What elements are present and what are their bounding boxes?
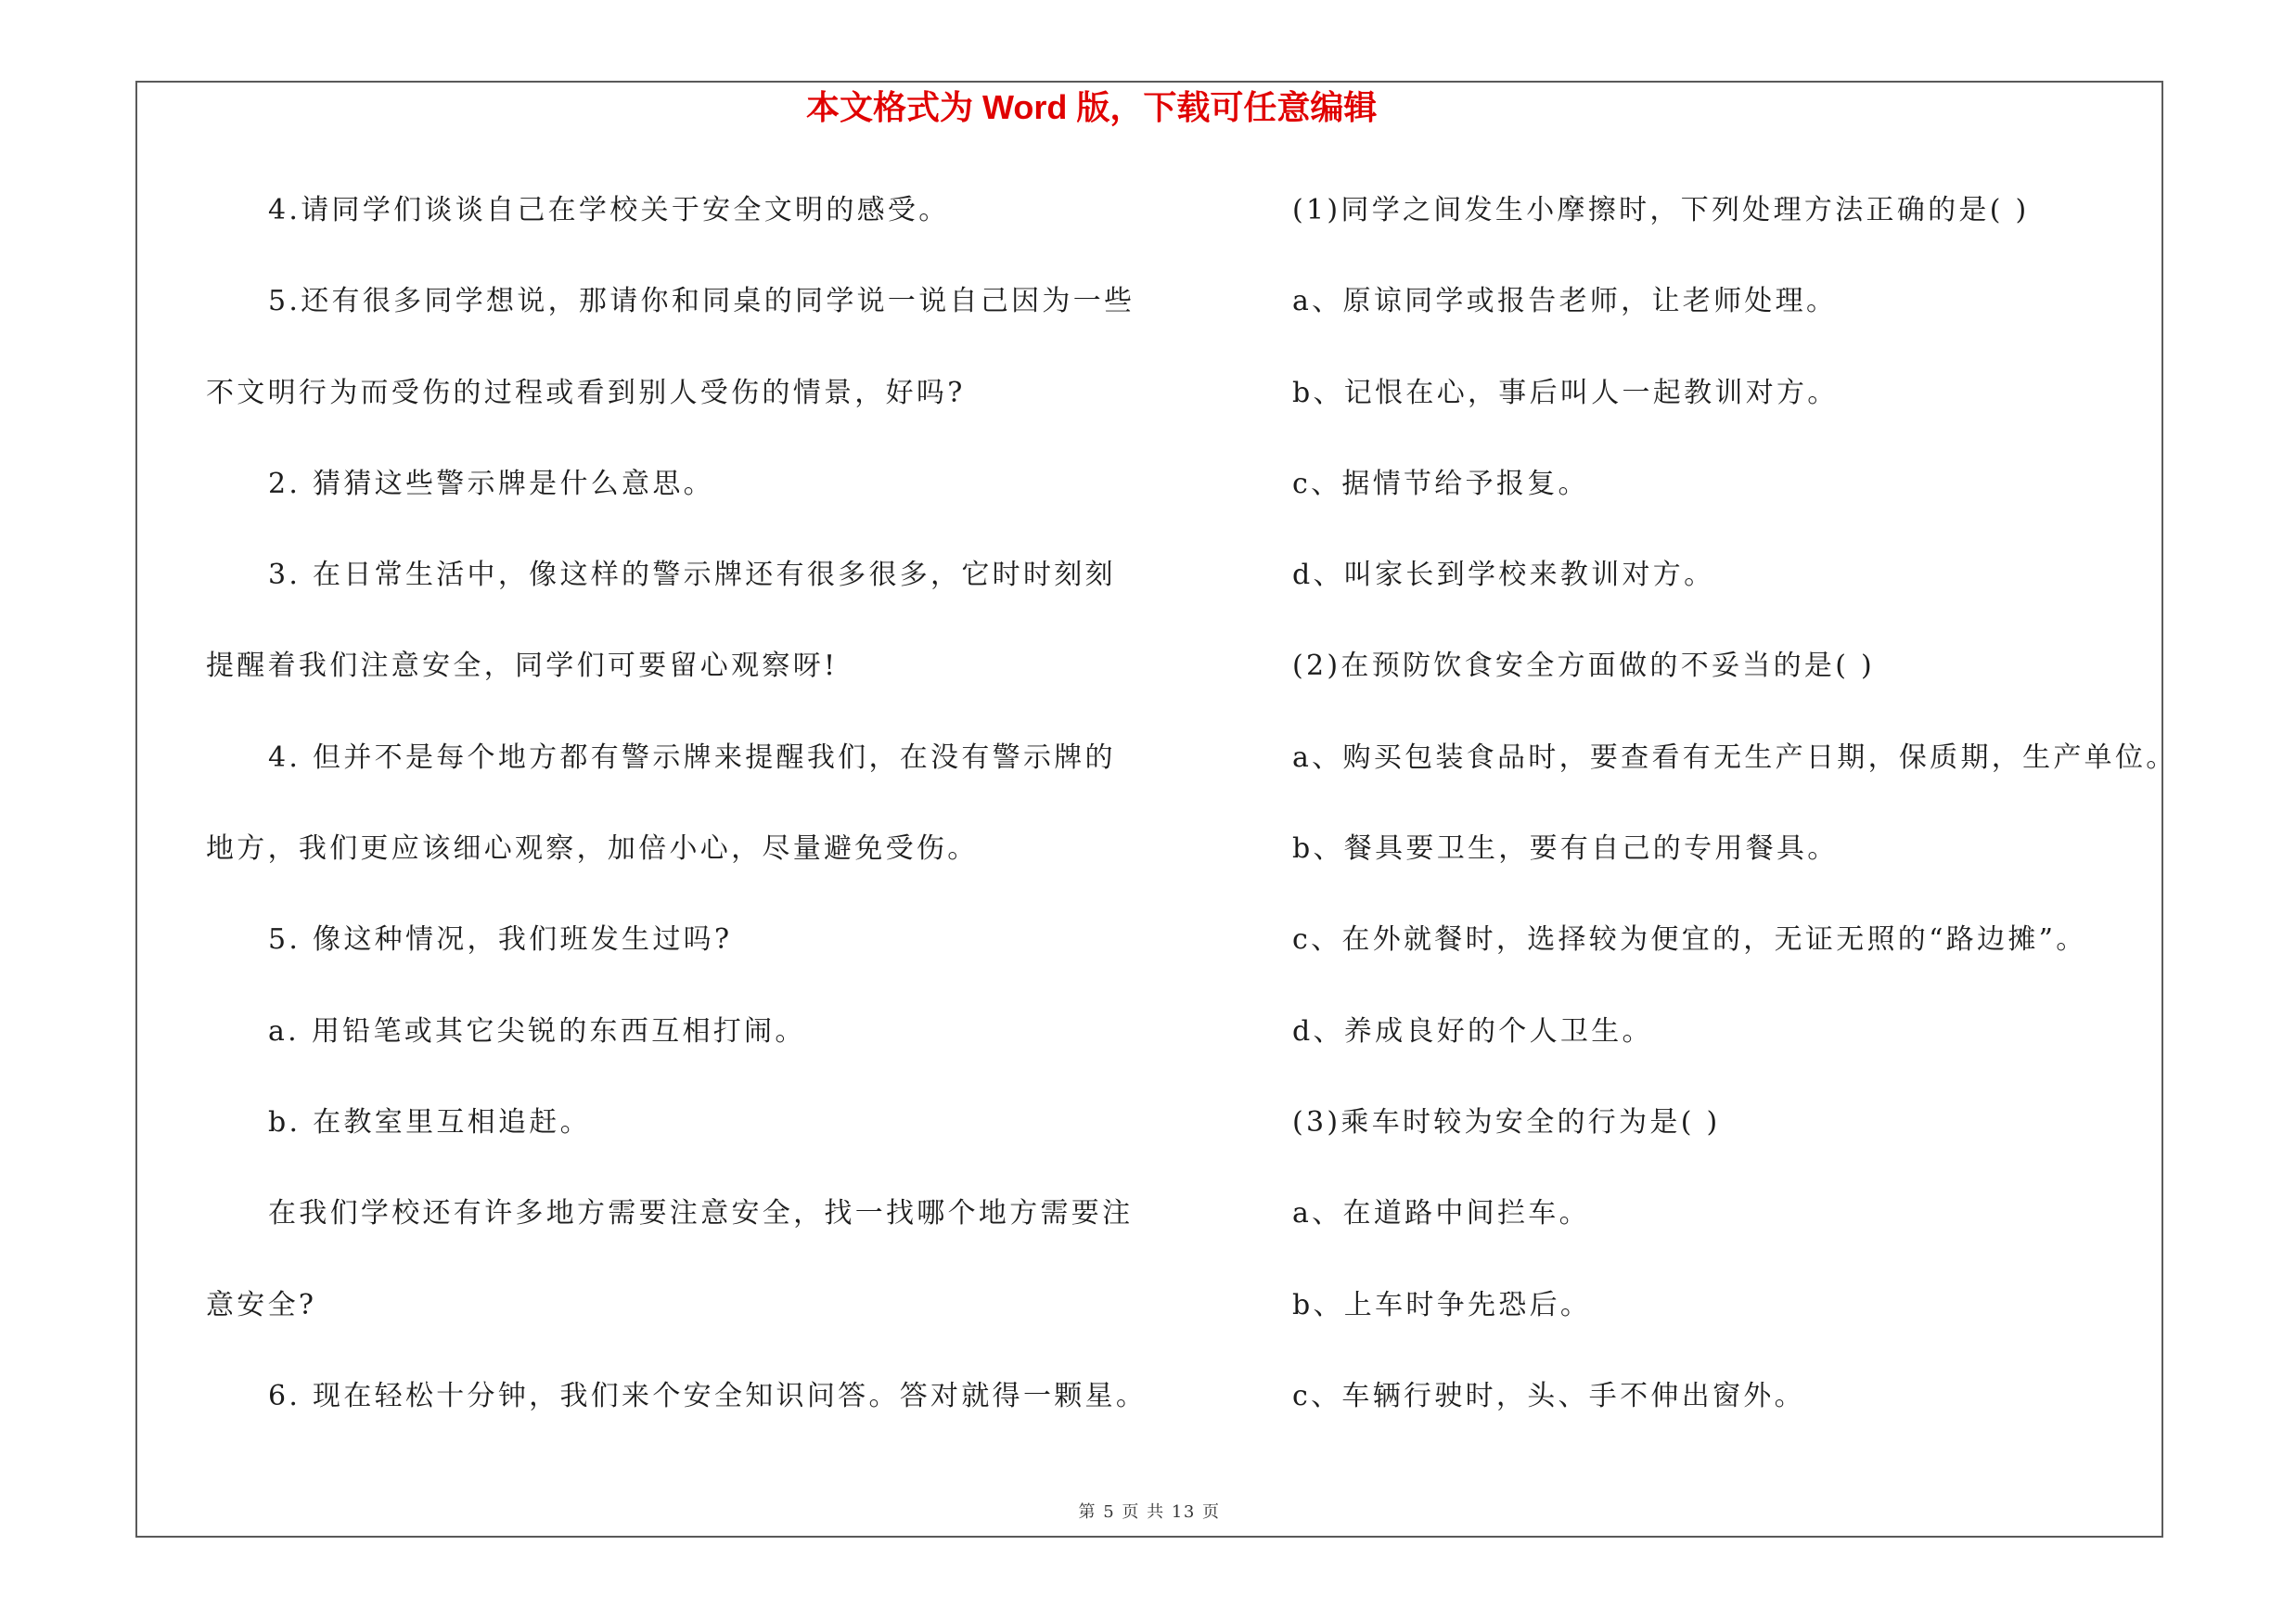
question-prompt: (1)同学之间发生小摩擦时，下列处理方法正确的是( ) <box>1292 194 2030 226</box>
answer-option: b、上车时争先恐后。 <box>1292 1288 1592 1321</box>
text-line: 在我们学校还有许多地方需要注意安全，找一找哪个地方需要注 <box>268 1197 1134 1230</box>
paragraph <box>206 256 1147 439</box>
text-line: 4. 但并不是每个地方都有警示牌来提醒我们，在没有警示牌的 <box>268 741 1116 774</box>
left-column <box>206 165 1147 1442</box>
header-notice: 本文格式为 Word 版，下载可任意编辑 <box>806 88 1378 126</box>
quiz-question <box>1292 1077 2177 1442</box>
paragraph <box>206 530 1147 713</box>
text-line: 提醒着我们注意安全，同学们可要留心观察呀! <box>206 650 839 683</box>
answer-option: a、购买包装食品时，要查看有无生产日期，保质期，生产单位。 <box>1292 741 2177 774</box>
right-column <box>1292 165 2177 1442</box>
answer-option: d、养成良好的个人卫生。 <box>1292 1014 1653 1048</box>
text-line: b. 在教室里互相追赶。 <box>268 1105 591 1139</box>
text-line: a. 用铅笔或其它尖锐的东西互相打闹。 <box>268 1014 806 1048</box>
text-line: 2. 猜猜这些警示牌是什么意思。 <box>268 467 714 500</box>
answer-option: b、餐具要卫生，要有自己的专用餐具。 <box>1292 832 1839 866</box>
answer-option: a、原谅同学或报告老师，让老师处理。 <box>1292 285 1838 318</box>
text-line: 3. 在日常生活中，像这样的警示牌还有很多很多，它时时刻刻 <box>268 559 1116 592</box>
paragraph <box>206 439 1147 530</box>
paragraph <box>206 1351 1147 1442</box>
text-line: 地方，我们更应该细心观察，加倍小心，尽量避免受伤。 <box>206 832 979 866</box>
answer-option: c、据情节给予报复。 <box>1292 467 1589 500</box>
total-pages-number: 13 <box>1171 1502 1196 1522</box>
current-page-number: 5 <box>1103 1502 1116 1522</box>
paragraph <box>206 986 1147 1077</box>
question-prompt: (3)乘车时较为安全的行为是( ) <box>1292 1105 1721 1139</box>
paragraph <box>206 895 1147 985</box>
page-label-suffix: 页 <box>1202 1502 1221 1522</box>
text-line: 4.请同学们谈谈自己在学校关于安全文明的感受。 <box>268 194 950 226</box>
question-prompt: (2)在预防饮食安全方面做的不妥当的是( ) <box>1292 650 1876 683</box>
text-line: 6. 现在轻松十分钟，我们来个安全知识问答。答对就得一颗星。 <box>268 1379 1148 1412</box>
answer-option: c、车辆行驶时，头、手不伸出窗外。 <box>1292 1379 1805 1412</box>
page-label-middle: 页 共 <box>1122 1502 1165 1522</box>
paragraph <box>206 165 1147 256</box>
text-line: 5.还有很多同学想说，那请你和同桌的同学说一说自己因为一些 <box>268 285 1135 318</box>
answer-option: b、记恨在心，事后叫人一起教训对方。 <box>1292 376 1839 409</box>
page-label-prefix: 第 <box>1078 1502 1097 1522</box>
quiz-question <box>1292 165 2177 621</box>
paragraph <box>206 1168 1147 1351</box>
paragraph <box>206 1077 1147 1168</box>
page-footer <box>135 1499 2163 1526</box>
paragraph <box>206 713 1147 895</box>
answer-option: a、在道路中间拦车。 <box>1292 1197 1590 1230</box>
text-line: 不文明行为而受伤的过程或看到别人受伤的情景，好吗? <box>206 376 966 409</box>
answer-option: d、叫家长到学校来教训对方。 <box>1292 559 1715 592</box>
quiz-question <box>1292 621 2177 1076</box>
text-line: 意安全? <box>206 1288 317 1321</box>
answer-option: c、在外就餐时，选择较为便宜的，无证无照的“路边摊”。 <box>1292 923 2087 957</box>
text-line: 5. 像这种情况，我们班发生过吗? <box>268 923 733 957</box>
